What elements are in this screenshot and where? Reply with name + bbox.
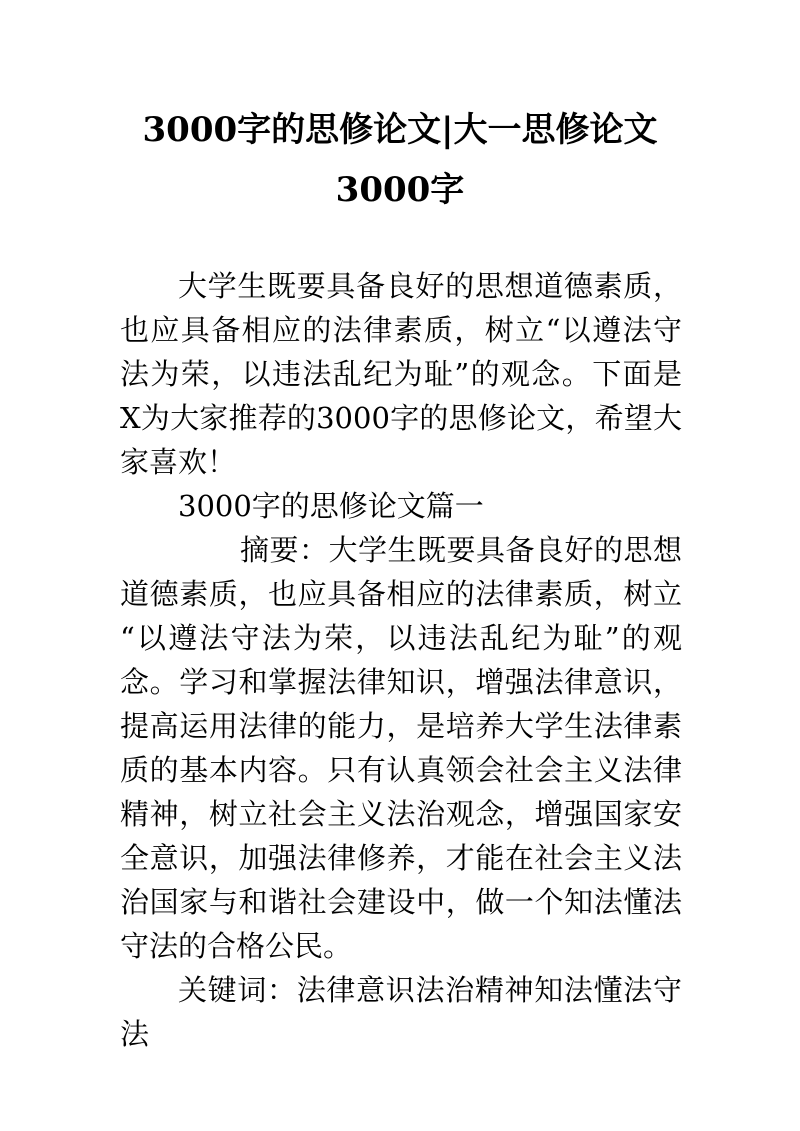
document-title-line-2: 3000字	[335, 170, 465, 210]
abstract-line: “以遵法守法为荣，以违法乱纪为耻”的观	[120, 621, 682, 655]
abstract-line: 守法的合格公民。	[120, 929, 353, 963]
abstract-line: 质的基本内容。只有认真领会社会主义法律	[120, 753, 682, 787]
abstract-line: 精神，树立社会主义法治观念，增强国家安	[120, 797, 682, 831]
abstract-line: 摘要：大学生既要具备良好的思想	[240, 533, 682, 567]
abstract-line: 道德素质，也应具备相应的法律素质，树立	[120, 577, 682, 611]
document-title-line-1: 3000字的思修论文|大一思修论文	[142, 110, 658, 150]
keywords-line: 法	[120, 1017, 150, 1051]
abstract-line: 全意识，加强法律修养，才能在社会主义法	[120, 841, 682, 875]
intro-paragraph-line: 大学生既要具备良好的思想道德素质，	[178, 269, 682, 303]
intro-paragraph-line: 也应具备相应的法律素质，树立“以遵法守	[120, 313, 682, 347]
intro-paragraph-line: 法为荣，以违法乱纪为耻”的观念。下面是	[120, 357, 682, 391]
keywords-line: 关键词：法律意识法治精神知法懂法守	[178, 973, 682, 1007]
abstract-line: 提高运用法律的能力，是培养大学生法律素	[120, 709, 682, 743]
abstract-line: 念。学习和掌握法律知识，增强法律意识，	[120, 665, 682, 699]
section-heading: 3000字的思修论文篇一	[178, 489, 484, 523]
abstract-line: 治国家与和谐社会建设中，做一个知法懂法	[120, 885, 682, 919]
intro-paragraph-line: 家喜欢！	[120, 445, 237, 479]
intro-paragraph-line: X为大家推荐的3000字的思修论文，希望大	[120, 401, 682, 435]
